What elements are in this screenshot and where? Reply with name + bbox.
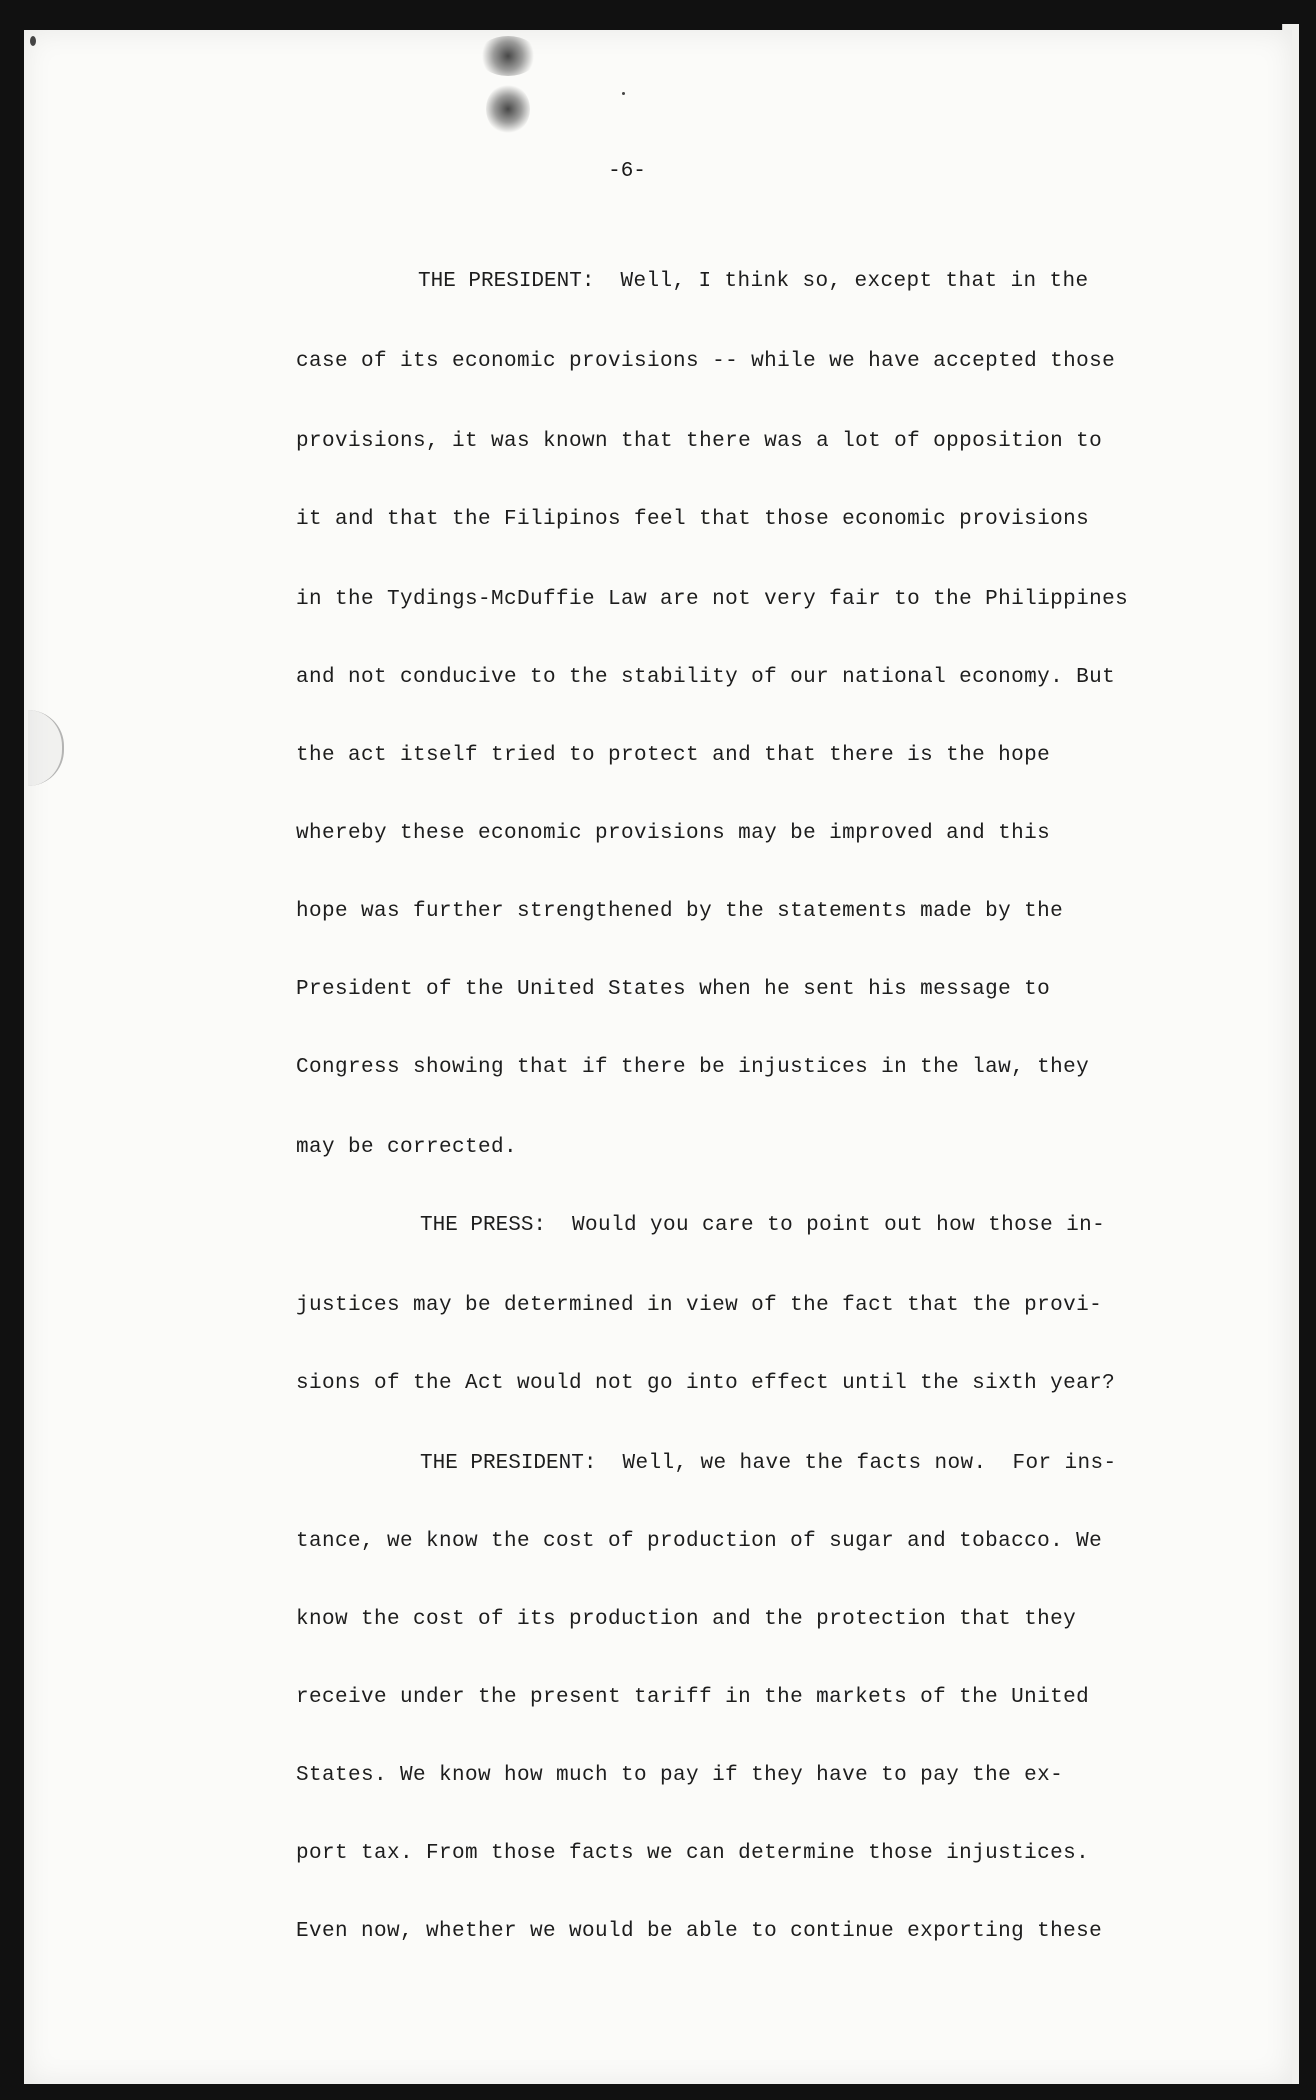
transcript-line: [420, 1214, 1105, 1238]
transcript-line: [296, 508, 1089, 532]
line-text: whereby these economic provisions may be improved and this: [296, 822, 1051, 845]
line-text: the act itself tried to protect and that there is the hope: [296, 744, 1051, 767]
transcript-line: [296, 430, 1102, 454]
transcript-line: [296, 744, 1050, 768]
speaker-label: THE PRESS:: [420, 1214, 547, 1237]
transcript-line: [296, 1530, 1102, 1554]
line-text: States. We know how much to pay if they have to pay the ex-: [296, 1764, 1064, 1787]
line-text: tance, we know the cost of production of sugar and tobacco. We: [296, 1530, 1103, 1553]
transcript-line: [296, 1136, 517, 1160]
ink-smudge: [486, 84, 530, 134]
transcript-line: [296, 978, 1050, 1002]
line-text: case of its economic provisions -- while we have accepted those: [296, 350, 1116, 373]
transcript-line: [296, 666, 1115, 690]
transcript-line: [296, 1764, 1063, 1788]
line-text: hope was further strengthened by the statements made by the: [296, 900, 1064, 923]
transcript-line: [296, 1920, 1102, 1944]
transcript-line: [296, 588, 1128, 612]
transcript-line: [296, 1056, 1089, 1080]
line-text: President of the United States when he sent his message to: [296, 978, 1051, 1001]
ink-speck: [622, 92, 625, 95]
transcript-line: [296, 1608, 1076, 1632]
transcript-line: [420, 1452, 1117, 1476]
line-text: Congress showing that if there be injustices in the law, they: [296, 1056, 1090, 1079]
speaker-label: THE PRESIDENT:: [418, 270, 595, 293]
transcript-line: [296, 350, 1115, 374]
transcript-line: [296, 900, 1063, 924]
transcript-line: [296, 1294, 1102, 1318]
line-text: know the cost of its production and the protection that they: [296, 1608, 1077, 1631]
line-text: it and that the Filipinos feel that those economic provisions: [296, 508, 1090, 531]
line-text: Would you care to point out how those in-: [546, 1214, 1106, 1237]
transcript-line: [296, 822, 1050, 846]
line-text: receive under the present tariff in the markets of the United: [296, 1686, 1090, 1709]
ink-smudge: [478, 36, 538, 76]
line-text: in the Tydings-McDuffie Law are not very fair to the Philippines: [296, 588, 1129, 611]
line-text: provisions, it was known that there was a lot of opposition to: [296, 430, 1103, 453]
line-text: Well, we have the facts now. For ins-: [596, 1452, 1117, 1475]
transcript-line: [296, 1686, 1089, 1710]
transcript-line: [296, 1372, 1115, 1396]
line-text: Well, I think so, except that in the: [594, 270, 1089, 293]
line-text: justices may be determined in view of the fact that the provi-: [296, 1294, 1103, 1317]
line-text: sions of the Act would not go into effect until the sixth year?: [296, 1372, 1116, 1395]
line-text: and not conducive to the stability of our national economy. But: [296, 666, 1116, 689]
line-text: may be corrected.: [296, 1136, 518, 1159]
speaker-label: THE PRESIDENT:: [420, 1452, 597, 1475]
line-text: Even now, whether we would be able to continue exporting these: [296, 1920, 1103, 1943]
line-text: port tax. From those facts we can determine those injustices.: [296, 1842, 1090, 1865]
page-number: -6-: [608, 160, 646, 183]
transcript-line: [296, 1842, 1089, 1866]
ink-speck: [30, 36, 36, 46]
transcript-line: [418, 270, 1089, 294]
